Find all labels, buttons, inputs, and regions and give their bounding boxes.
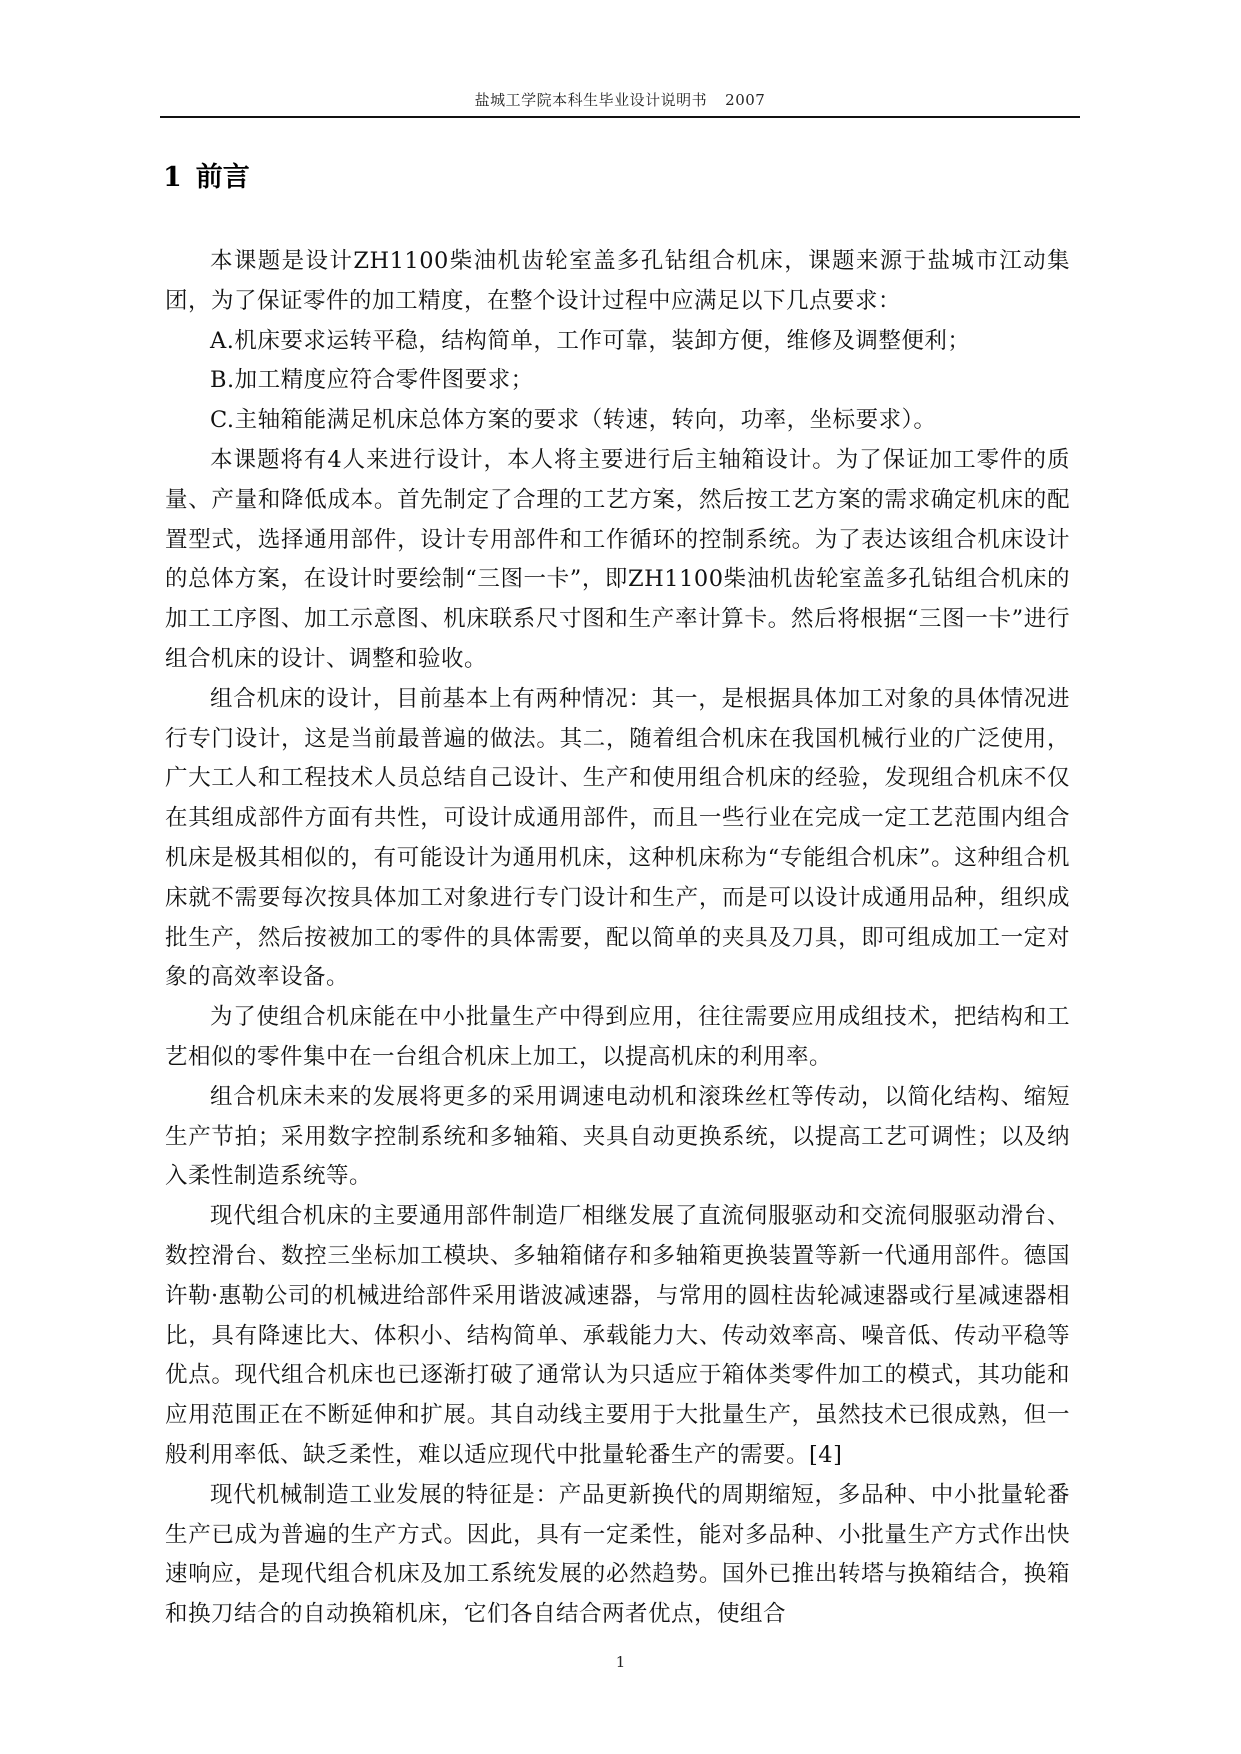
paragraph: 本课题将有4人来进行设计，本人将主要进行后主轴箱设计。为了保证加工零件的质量、产量和降低成本。首先制定了合理的工艺方案，然后按工艺方案的需求确定机床的配置型式，选择通用部件，设计专用部件和工作循环的控制系统。为了表达该组合机床设计的总体方案，在设计时要绘制“三图一卡”，即ZH1100柴油机齿轮室盖多孔钻组合机床的加工工序图、加工示意图、机床联系尺寸图和生产率计算卡。然后将根据“三图一卡”进行组合机床的设计、调整和验收。: [165, 446, 1070, 672]
section-title: [163, 158, 250, 198]
paragraph: 本课题是设计ZH1100柴油机齿轮室盖多孔钻组合机床，课题来源于盐城市江动集团，为了保证零件的加工精度，在整个设计过程中应满足以下几点要求：: [165, 248, 1070, 314]
paragraph: 组合机床的设计，目前基本上有两种情况：其一，是根据具体加工对象的具体情况进行专门设计，这是当前最普遍的做法。其二，随着组合机床在我国机械行业的广泛使用，广大工人和工程技术人员总结自己设计、生产和使用组合机床的经验，发现组合机床不仅在其组成部件方面有共性，可设计成通用部件，而且一些行业在完成一定工艺范围内组合机床是极其相似的，有可能设计为通用机床，这种机床称为“专能组合机床”。这种组合机床就不需要每次按具体加工对象进行专门设计和生产，而是可以设计成通用品种，组织成批生产，然后按被加工的零件的具体需要，配以简单的夹具及刀具，即可组成加工一定对象的高效率设备。: [165, 685, 1070, 991]
page-header: [160, 86, 1080, 114]
body-text: [165, 242, 1070, 1635]
paragraph: A.机床要求运转平稳，结构简单，工作可靠，装卸方便，维修及调整便利；: [210, 327, 971, 354]
section-number: 1: [163, 162, 182, 193]
header-year: 2007: [725, 91, 766, 109]
paragraph: 现代机械制造工业发展的特征是：产品更新换代的周期缩短，多品种、中小批量轮番生产已成为普遍的生产方式。因此，具有一定柔性，能对多品种、小批量生产方式作出快速响应，是现代组合机床及加工系统发展的必然趋势。国外已推出转塔与换箱结合，换箱和换刀结合的自动换箱机床，它们各自结合两者优点，使组合: [165, 1481, 1070, 1628]
paragraph: 为了使组合机床能在中小批量生产中得到应用，往往需要应用成组技术，把结构和工艺相似的零件集中在一台组合机床上加工，以提高机床的利用率。: [165, 1004, 1070, 1070]
paragraph: 现代组合机床的主要通用部件制造厂相继发展了直流伺服驱动和交流伺服驱动滑台、数控滑台、数控三坐标加工模块、多轴箱储存和多轴箱更换装置等新一代通用部件。德国许勒·惠勒公司的机械进给部件采用谐波减速器，与常用的圆柱齿轮减速器或行星减速器相比，具有降速比大、体积小、结构简单、承载能力大、传动效率高、噪音低、传动平稳等优点。现代组合机床也已逐渐打破了通常认为只适应于箱体类零件加工的模式，其功能和应用范围正在不断延伸和扩展。其自动线主要用于大批量生产，虽然技术已很成熟，但一般利用率低、缺乏柔性，难以适应现代中批量轮番生产的需要。[4]: [165, 1203, 1070, 1468]
paragraph: 组合机床未来的发展将更多的采用调速电动机和滚珠丝杠等传动，以简化结构、缩短生产节拍；采用数字控制系统和多轴箱、夹具自动更换系统，以提高工艺可调性；以及纳入柔性制造系统等。: [165, 1083, 1070, 1190]
section-title-text: 前言: [195, 162, 250, 193]
header-title: 盐城工学院本科生毕业设计说明书: [474, 91, 708, 109]
header-divider: [160, 116, 1080, 118]
page-number: 1: [615, 1653, 626, 1671]
paragraph: C.主轴箱能满足机床总体方案的要求（转速，转向，功率，坐标要求）。: [210, 407, 937, 434]
paragraph: B.加工精度应符合零件图要求；: [210, 367, 534, 394]
